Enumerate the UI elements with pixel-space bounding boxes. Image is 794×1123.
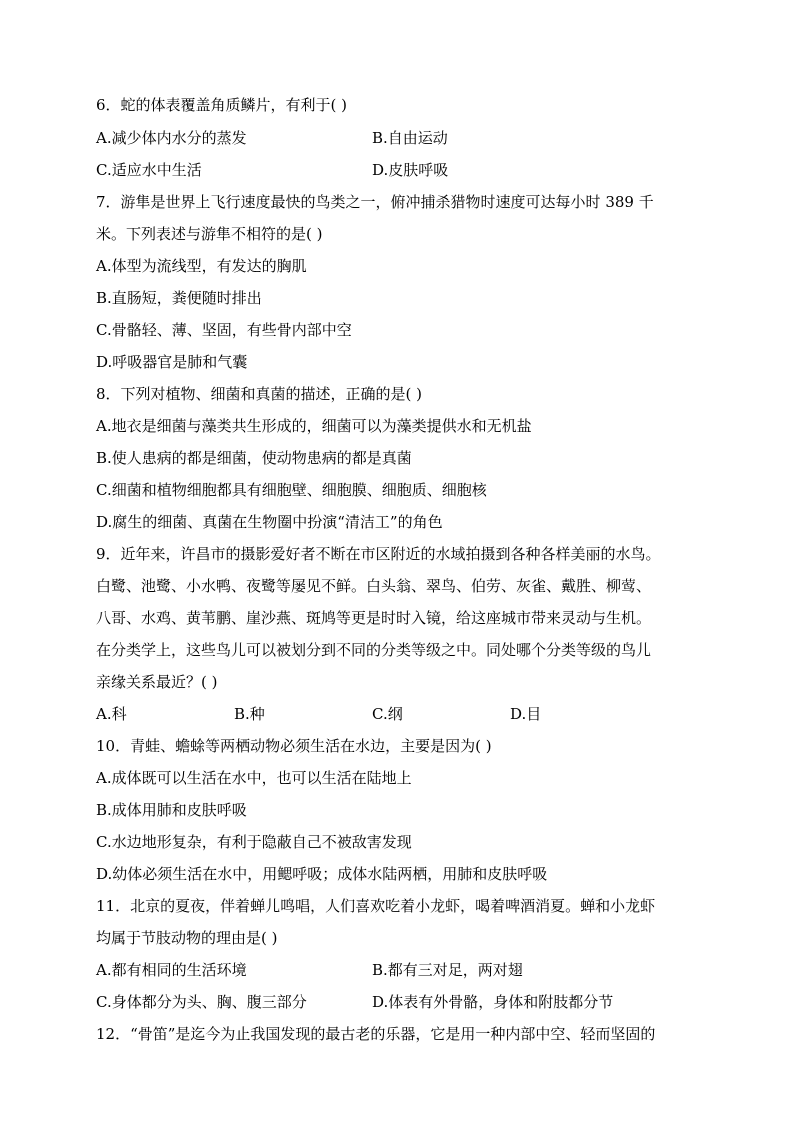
option-a: A.都有相同的生活环境 <box>96 961 247 979</box>
question-7-stem-line-2: 米。下列表述与游隼不相符的是( ) <box>96 225 323 243</box>
option-a: A.科 <box>96 705 127 723</box>
option-c: C.身体都分为头、胸、腹三部分 <box>96 993 307 1011</box>
question-8-option-b: B.使人患病的都是细菌，使动物患病的都是真菌 <box>96 449 412 467</box>
question-8-option-c: C.细菌和植物细胞都具有细胞壁、细胞膜、细胞质、细胞核 <box>96 481 487 499</box>
question-11-options-row-1 <box>96 960 716 980</box>
question-9-stem-line-2: 白鹭、池鹭、小水鸭、夜鹭等屡见不鲜。白头翁、翠鸟、伯劳、灰雀、戴胜、柳莺、 <box>96 577 652 595</box>
question-7-option-a: A.体型为流线型，有发达的胸肌 <box>96 257 307 275</box>
question-9-stem-line-1: 9．近年来，许昌市的摄影爱好者不断在市区附近的水域拍摄到各种各样美丽的水鸟。 <box>96 545 661 563</box>
question-7-option-b: B.直肠短，粪便随时排出 <box>96 289 262 307</box>
question-10-option-a: A.成体既可以生活在水中，也可以生活在陆地上 <box>96 769 412 787</box>
question-8-option-d: D.腐生的细菌、真菌在生物圈中扮演“清洁工”的角色 <box>96 513 443 531</box>
question-11-options-row-2 <box>96 992 716 1012</box>
question-6-options-row-2 <box>96 160 716 180</box>
question-7-stem-line-1: 7．游隼是世界上飞行速度最快的鸟类之一，俯冲捕杀猎物时速度可达每小时 389 千 <box>96 193 654 211</box>
question-6-stem: 6．蛇的体表覆盖角质鳞片，有利于( ) <box>96 96 348 114</box>
question-12-stem: 12．“骨笛”是迄今为止我国发现的最古老的乐器，它是用一种内部中空、轻而坚固的 <box>96 1025 656 1043</box>
question-10-option-c: C.水边地形复杂，有利于隐蔽自己不被敌害发现 <box>96 833 412 851</box>
option-a: A.减少体内水分的蒸发 <box>96 129 247 147</box>
question-10-stem: 10．青蛙、蟾蜍等两栖动物必须生活在水边，主要是因为( ) <box>96 737 492 755</box>
question-7-option-c: C.骨骼轻、薄、坚固，有些骨内部中空 <box>96 321 352 339</box>
option-c: C.纲 <box>372 705 403 723</box>
option-b: B.自由运动 <box>372 129 448 147</box>
question-10-option-b: B.成体用肺和皮肤呼吸 <box>96 801 247 819</box>
question-11-stem-line-2: 均属于节肢动物的理由是( ) <box>96 929 278 947</box>
question-8-option-a: A.地衣是细菌与藻类共生形成的，细菌可以为藻类提供水和无机盐 <box>96 417 532 435</box>
question-9-stem-line-5: 亲缘关系最近？( ) <box>96 673 218 691</box>
question-9-stem-line-3: 八哥、水鸡、黄苇鹏、崖沙燕、斑鸠等更是时时入镜，给这座城市带来灵动与生机。 <box>96 609 652 627</box>
option-b: B.都有三对足，两对翅 <box>372 961 523 979</box>
question-11-stem-line-1: 11．北京的夏夜，伴着蝉儿鸣唱，人们喜欢吃着小龙虾，喝着啤酒消夏。蝉和小龙虾 <box>96 897 656 915</box>
question-7-option-d: D.呼吸器官是肺和气囊 <box>96 353 248 371</box>
option-d: D.体表有外骨骼，身体和附肢都分节 <box>372 993 614 1011</box>
option-b: B.种 <box>234 705 265 723</box>
question-10-option-d: D.幼体必须生活在水中，用鳃呼吸；成体水陆两栖，用肺和皮肤呼吸 <box>96 865 548 883</box>
question-9-stem-line-4: 在分类学上，这些鸟儿可以被划分到不同的分类等级之中。同处哪个分类等级的鸟儿 <box>96 641 652 659</box>
option-c: C.适应水中生活 <box>96 161 202 179</box>
question-6-options-row-1 <box>96 128 716 148</box>
option-d: D.目 <box>510 705 542 723</box>
option-d: D.皮肤呼吸 <box>372 161 449 179</box>
question-8-stem: 8．下列对植物、细菌和真菌的描述，正确的是( ) <box>96 385 423 403</box>
